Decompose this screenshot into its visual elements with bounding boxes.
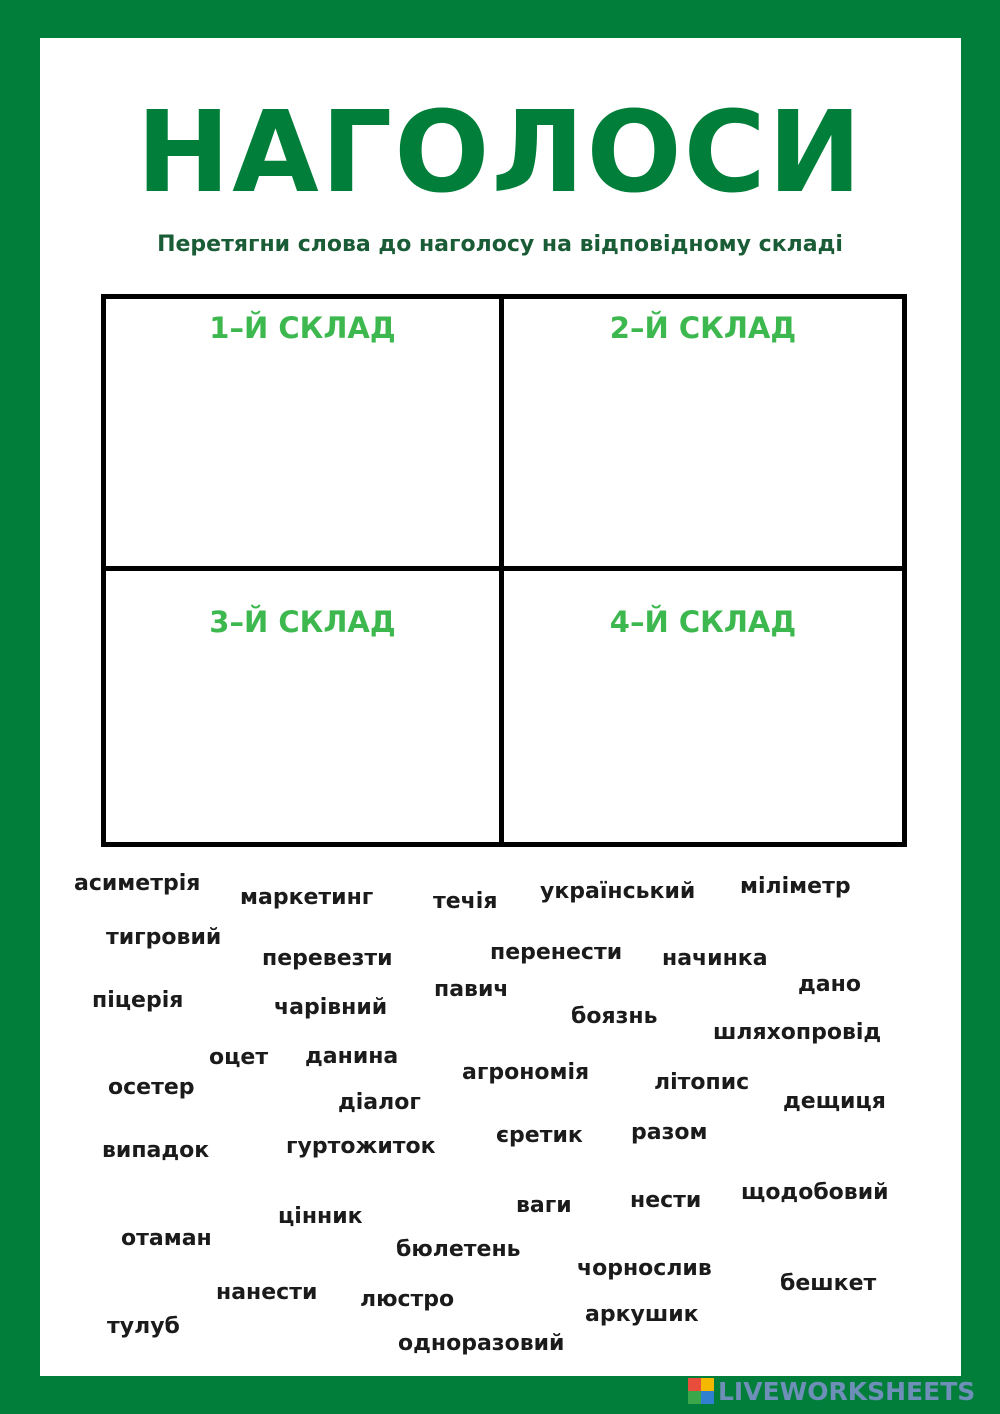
- word-card[interactable]: дано: [798, 972, 861, 997]
- word-card[interactable]: перевезти: [262, 946, 393, 971]
- drop-zone-label: 3–Й СКЛАД: [209, 604, 396, 639]
- word-card[interactable]: маркетинг: [240, 885, 374, 910]
- word-card[interactable]: літопис: [654, 1070, 750, 1095]
- worksheet-instruction: Перетягни слова до наголосу на відповідному складі: [157, 232, 843, 257]
- drop-zone-syllable-4[interactable]: [504, 571, 902, 843]
- word-card[interactable]: агрономія: [462, 1060, 590, 1085]
- word-card[interactable]: діалог: [338, 1090, 421, 1115]
- word-card[interactable]: оцет: [209, 1045, 269, 1070]
- word-card[interactable]: дещиця: [783, 1089, 886, 1114]
- word-card[interactable]: отаман: [121, 1226, 212, 1251]
- word-card[interactable]: міліметр: [740, 874, 851, 899]
- drop-zone-label: 4–Й СКЛАД: [609, 604, 797, 639]
- brand-logo-icon: [688, 1378, 714, 1404]
- word-card[interactable]: асиметрія: [74, 871, 201, 896]
- word-card[interactable]: бешкет: [780, 1271, 877, 1296]
- drop-zone-syllable-2[interactable]: [504, 299, 902, 571]
- word-card[interactable]: начинка: [662, 946, 768, 971]
- word-card[interactable]: єретик: [496, 1123, 583, 1148]
- word-card[interactable]: нанести: [216, 1280, 318, 1305]
- word-card[interactable]: нести: [630, 1188, 702, 1213]
- brand-name: LIVEWORKSHEETS: [718, 1376, 976, 1406]
- word-card[interactable]: гуртожиток: [286, 1134, 436, 1159]
- brand-watermark: [688, 1376, 975, 1406]
- word-card[interactable]: павич: [434, 977, 509, 1002]
- word-card[interactable]: щодобовий: [741, 1180, 889, 1205]
- drop-zone-label: 1–Й СКЛАД: [209, 311, 396, 345]
- worksheet-title: НАГОЛОСИ: [136, 88, 864, 218]
- drop-zone-grid: [101, 294, 907, 847]
- word-card[interactable]: український: [540, 879, 696, 904]
- word-card[interactable]: випадок: [102, 1138, 210, 1163]
- word-card[interactable]: осетер: [108, 1075, 195, 1100]
- word-card[interactable]: разом: [631, 1120, 708, 1145]
- word-card[interactable]: течія: [433, 889, 498, 914]
- word-card[interactable]: тулуб: [107, 1314, 180, 1339]
- word-card[interactable]: аркушик: [585, 1302, 699, 1327]
- word-card[interactable]: чорнослив: [577, 1256, 712, 1281]
- word-card[interactable]: піцерія: [92, 988, 184, 1013]
- drop-zone-syllable-1[interactable]: [106, 299, 504, 571]
- word-card[interactable]: одноразовий: [398, 1331, 565, 1356]
- word-card[interactable]: боязнь: [571, 1004, 658, 1029]
- word-card[interactable]: чарівний: [274, 995, 388, 1020]
- word-card[interactable]: перенести: [490, 940, 623, 965]
- drop-zone-syllable-3[interactable]: [106, 571, 504, 843]
- drop-zone-label: 2–Й СКЛАД: [609, 311, 797, 345]
- word-card[interactable]: данина: [305, 1044, 399, 1069]
- word-card[interactable]: бюлетень: [396, 1237, 521, 1262]
- word-card[interactable]: шляхопровід: [713, 1020, 882, 1045]
- word-card[interactable]: ваги: [516, 1193, 572, 1218]
- word-card[interactable]: цінник: [278, 1204, 363, 1229]
- word-card[interactable]: люстро: [360, 1287, 455, 1312]
- word-card[interactable]: тигровий: [106, 925, 222, 950]
